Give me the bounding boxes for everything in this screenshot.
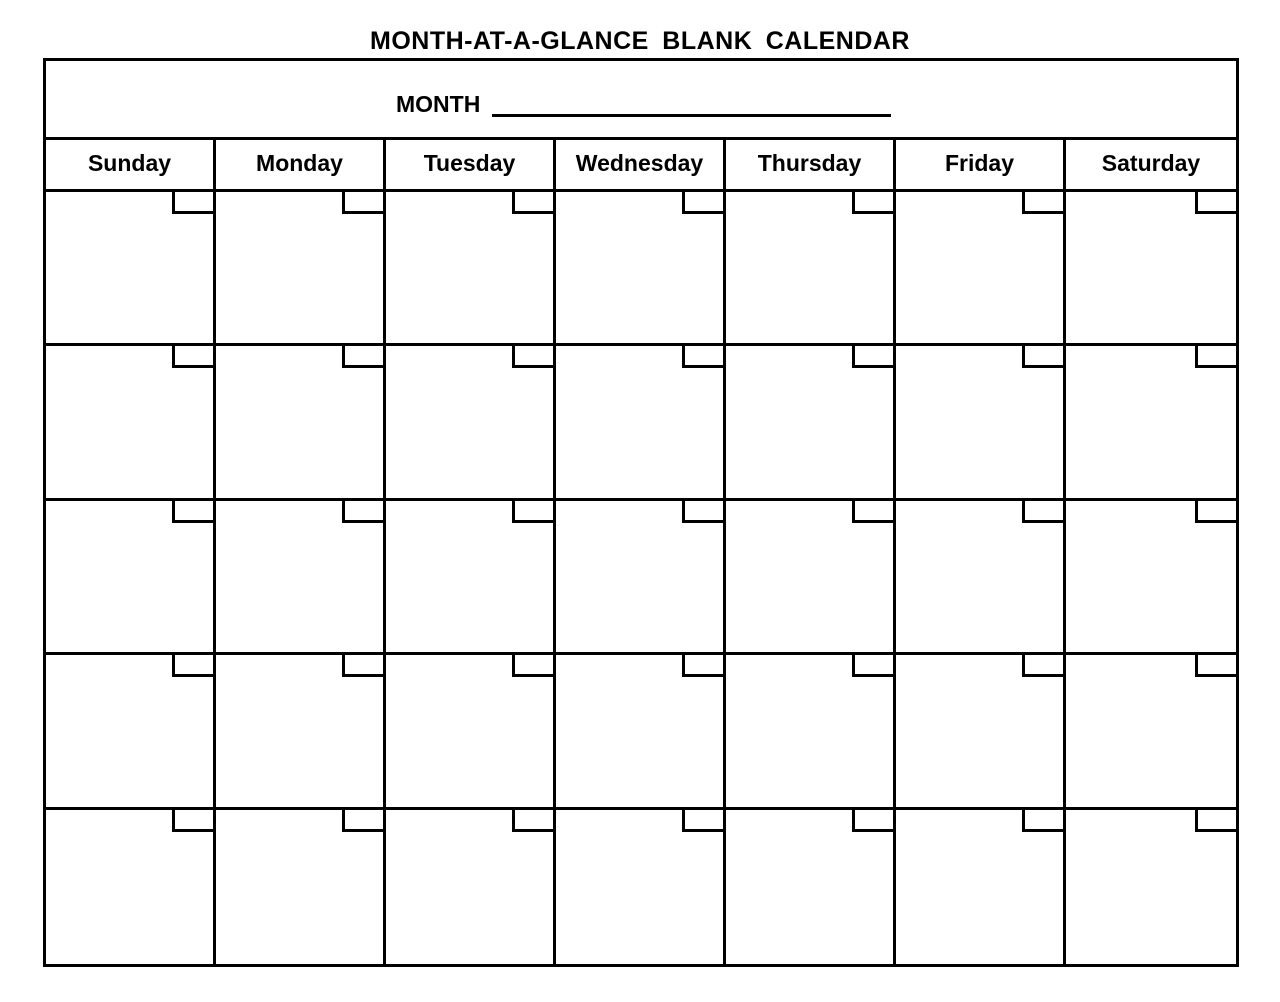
date-number-box[interactable] — [1195, 655, 1236, 677]
date-number-box[interactable] — [512, 346, 553, 368]
day-cell[interactable] — [46, 346, 216, 500]
day-cell[interactable] — [556, 655, 726, 809]
date-number-box[interactable] — [342, 192, 383, 214]
day-cell[interactable] — [386, 655, 556, 809]
day-cell[interactable] — [896, 192, 1066, 346]
month-band — [46, 61, 1236, 140]
day-cell[interactable] — [556, 810, 726, 964]
day-cell[interactable] — [386, 810, 556, 964]
calendar-frame — [43, 58, 1239, 967]
month-label: MONTH — [396, 91, 481, 117]
day-cell[interactable] — [386, 346, 556, 500]
date-number-box[interactable] — [512, 810, 553, 832]
date-number-box[interactable] — [342, 810, 383, 832]
weekday-header-wednesday: Wednesday — [556, 140, 726, 189]
date-number-box[interactable] — [342, 655, 383, 677]
day-cell[interactable] — [1066, 346, 1236, 500]
day-cell[interactable] — [46, 192, 216, 346]
date-number-box[interactable] — [1195, 810, 1236, 832]
day-cell[interactable] — [726, 192, 896, 346]
date-number-box[interactable] — [1022, 810, 1063, 832]
date-number-box[interactable] — [852, 192, 893, 214]
month-input-line[interactable] — [492, 114, 891, 117]
date-number-box[interactable] — [512, 501, 553, 523]
date-number-box[interactable] — [852, 501, 893, 523]
day-cell[interactable] — [46, 655, 216, 809]
day-cell[interactable] — [46, 501, 216, 655]
day-cell[interactable] — [386, 192, 556, 346]
day-grid — [46, 192, 1236, 964]
date-number-box[interactable] — [172, 501, 213, 523]
date-number-box[interactable] — [172, 346, 213, 368]
weekday-header-thursday: Thursday — [726, 140, 896, 189]
day-cell[interactable] — [216, 810, 386, 964]
day-cell[interactable] — [726, 655, 896, 809]
day-cell[interactable] — [216, 501, 386, 655]
day-cell[interactable] — [896, 346, 1066, 500]
weekday-header-saturday: Saturday — [1101, 150, 1201, 176]
weekday-header-row — [46, 140, 1236, 192]
date-number-box[interactable] — [342, 501, 383, 523]
date-number-box[interactable] — [512, 655, 553, 677]
day-cell[interactable] — [1066, 501, 1236, 655]
day-cell[interactable] — [1066, 810, 1236, 964]
weekday-header-tuesday: Tuesday — [386, 140, 556, 189]
date-number-box[interactable] — [342, 346, 383, 368]
day-cell[interactable] — [556, 501, 726, 655]
day-cell[interactable] — [556, 346, 726, 500]
date-number-box[interactable] — [1195, 501, 1236, 523]
date-number-box[interactable] — [1022, 501, 1063, 523]
weekday-header-sunday: Sunday — [46, 140, 216, 189]
date-number-box[interactable] — [852, 810, 893, 832]
day-cell[interactable] — [386, 501, 556, 655]
date-number-box[interactable] — [1195, 346, 1236, 368]
day-cell[interactable] — [726, 501, 896, 655]
date-number-box[interactable] — [682, 346, 723, 368]
date-number-box[interactable] — [1022, 346, 1063, 368]
date-number-box[interactable] — [172, 810, 213, 832]
date-number-box[interactable] — [682, 501, 723, 523]
date-number-box[interactable] — [852, 346, 893, 368]
weekday-header-friday: Friday — [896, 140, 1066, 189]
day-cell[interactable] — [216, 192, 386, 346]
date-number-box[interactable] — [172, 192, 213, 214]
day-cell[interactable] — [556, 192, 726, 346]
date-number-box[interactable] — [682, 192, 723, 214]
date-number-box[interactable] — [682, 655, 723, 677]
day-cell[interactable] — [216, 346, 386, 500]
date-number-box[interactable] — [172, 655, 213, 677]
day-cell[interactable] — [46, 810, 216, 964]
day-cell[interactable] — [726, 810, 896, 964]
date-number-box[interactable] — [1195, 192, 1236, 214]
day-cell[interactable] — [216, 655, 386, 809]
day-cell[interactable] — [1066, 192, 1236, 346]
date-number-box[interactable] — [512, 192, 553, 214]
date-number-box[interactable] — [852, 655, 893, 677]
day-cell[interactable] — [896, 501, 1066, 655]
weekday-header-monday: Monday — [216, 140, 386, 189]
calendar-title: MONTH-AT-A-GLANCE BLANK CALENDAR — [370, 27, 910, 55]
date-number-box[interactable] — [1022, 192, 1063, 214]
date-number-box[interactable] — [682, 810, 723, 832]
day-cell[interactable] — [896, 810, 1066, 964]
day-cell[interactable] — [1066, 655, 1236, 809]
day-cell[interactable] — [896, 655, 1066, 809]
date-number-box[interactable] — [1022, 655, 1063, 677]
day-cell[interactable] — [726, 346, 896, 500]
